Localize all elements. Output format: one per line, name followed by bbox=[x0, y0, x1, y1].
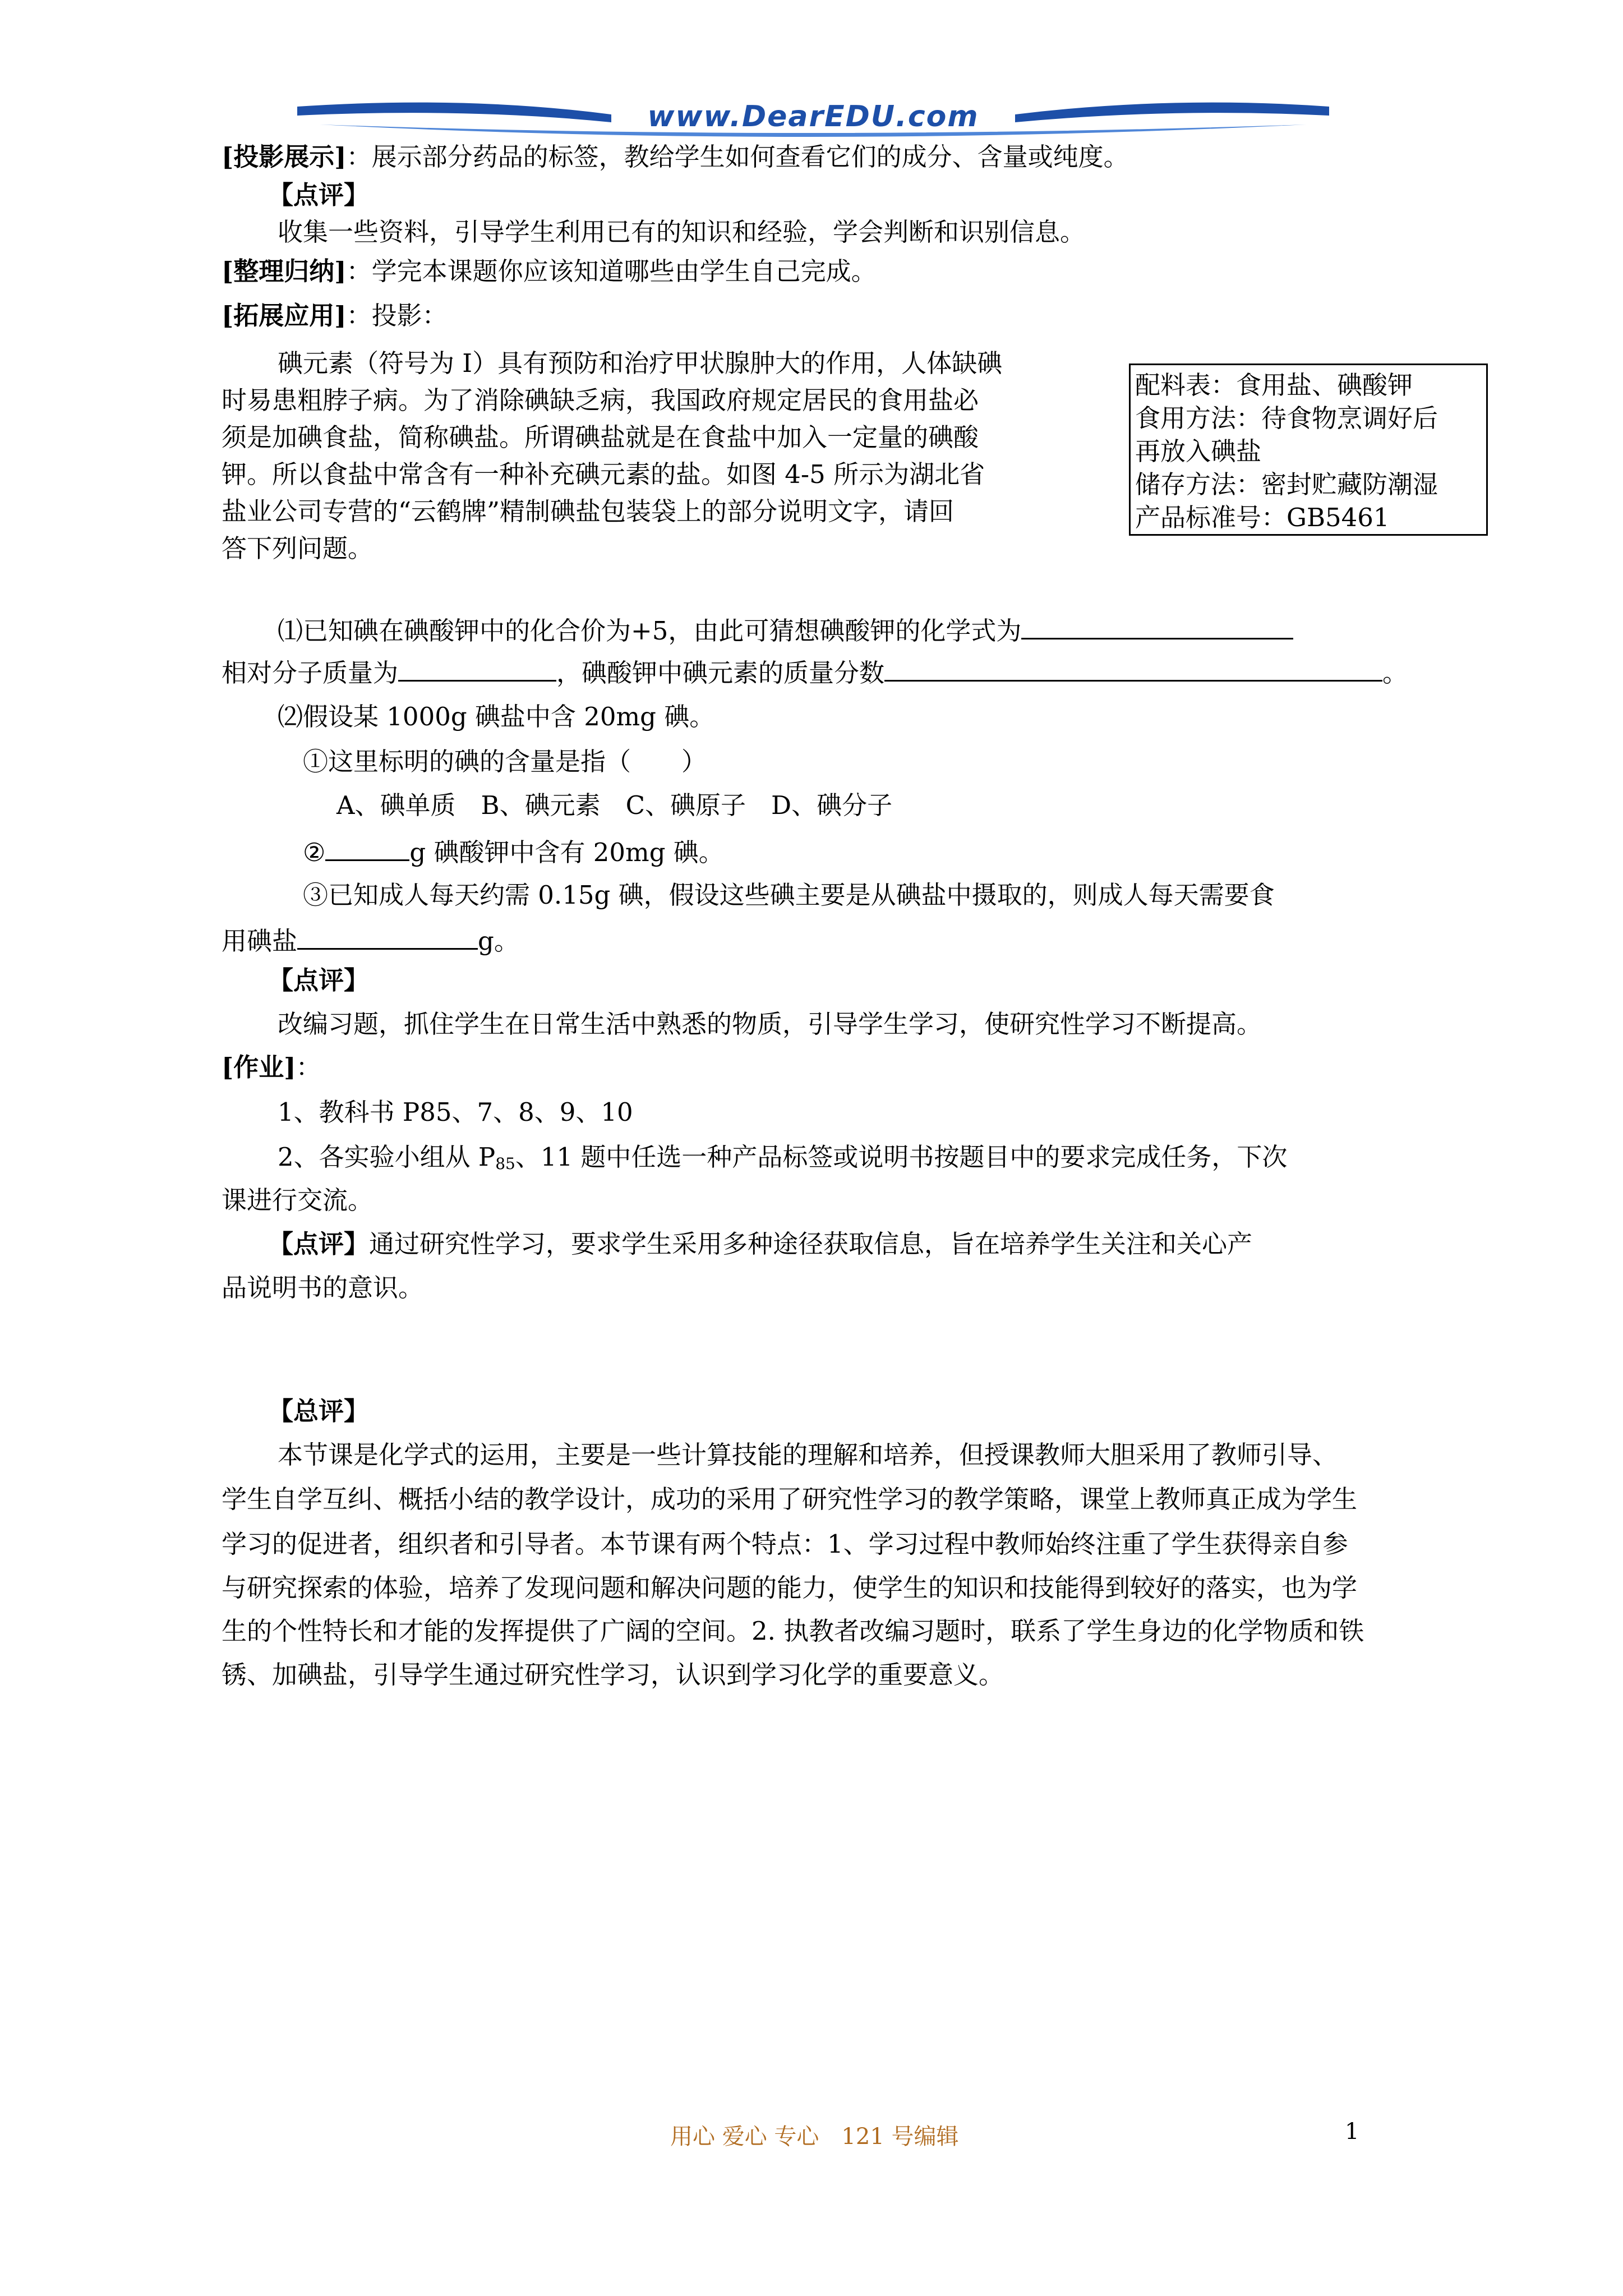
formula-blank[interactable] bbox=[1021, 613, 1293, 639]
comment-heading-1: 【点评】 bbox=[268, 180, 370, 210]
comment-heading-3: 【点评】 bbox=[268, 1229, 370, 1259]
footer-text: 用心 爱心 专心 121 号编辑 bbox=[670, 2124, 959, 2150]
overall-comment-heading: 【总评】 bbox=[268, 1396, 370, 1426]
overall-line-5: 生的个性特长和才能的发挥提供了广阔的空间。2. 执教者改编习题时，联系了学生身边的化学物质和铁 bbox=[222, 1616, 1364, 1646]
molar-mass-blank[interactable] bbox=[398, 655, 556, 682]
overall-line-1: 本节课是化学式的运用，主要是一些计算技能的理解和培养，但授课教师大胆采用了教师引导、 bbox=[278, 1440, 1338, 1470]
overall-line-2: 学生自学互纠、概括小结的教学设计，成功的采用了研究性学习的教学策略，课堂上教师真正成为学生 bbox=[222, 1484, 1358, 1514]
homework-label: [作业] bbox=[222, 1052, 296, 1082]
question-2-options: A、碘单质 B、碘元素 C、碘原子 D、碘分子 bbox=[336, 790, 893, 820]
projection-line bbox=[222, 141, 1129, 173]
salt-amount-blank[interactable] bbox=[297, 923, 478, 950]
extension-text: ：投影： bbox=[346, 301, 448, 330]
question-2-3a: ③已知成人每天约需 0.15g 碘，假设这些碘主要是从碘盐中摄取的，则成人每天需要食 bbox=[303, 880, 1275, 910]
passage-line-1: 碘元素（符号为 I）具有预防和治疗甲状腺肿大的作用，人体缺碘 bbox=[278, 348, 1003, 378]
header-banner bbox=[297, 95, 1329, 146]
standard-row: 产品标准号：GB5461 bbox=[1135, 503, 1390, 532]
summary-line bbox=[222, 256, 877, 287]
comment-line-3 bbox=[268, 1228, 1252, 1260]
overall-line-4: 与研究探索的体验，培养了发现问题和解决问题的能力，使学生的知识和技能得到较好的落实，也为学 bbox=[222, 1573, 1358, 1603]
usage-row: 食用方法：待食物烹调好后 bbox=[1135, 403, 1438, 433]
summary-label: [整理归纳] bbox=[222, 256, 347, 286]
passage-line-3: 须是加碘食盐，简称碘盐。所谓碘盐就是在食盐中加入一定量的碘酸 bbox=[222, 422, 979, 452]
question-2-3b-text-1: 用碘盐 bbox=[222, 926, 298, 956]
question-2-3b-text-2: g。 bbox=[478, 926, 519, 956]
passage-line-5: 盐业公司专营的“云鹤牌”精制碘盐包装袋上的部分说明文字，请回 bbox=[222, 496, 955, 526]
projection-label: [投影展示] bbox=[222, 142, 347, 172]
question-1b-text-2: ，碘酸钾中碘元素的质量分数 bbox=[556, 658, 885, 688]
homework-line bbox=[222, 1052, 321, 1083]
question-2-1: ①这里标明的碘的含量是指（ ） bbox=[303, 747, 707, 776]
usage-row-cont: 再放入碘盐 bbox=[1135, 436, 1262, 466]
homework-item-2-a: 2、各实验小组从 P bbox=[278, 1142, 496, 1172]
overall-line-3: 学习的促进者，组织者和引导者。本节课有两个特点：1、学习过程中教师始终注重了学生获得亲自参 bbox=[222, 1529, 1348, 1559]
homework-item-2-cont: 课进行交流。 bbox=[222, 1185, 374, 1215]
mass-fraction-blank[interactable] bbox=[884, 655, 1382, 682]
homework-item-2-b: 、11 题中任选一种产品标签或说明书按题目中的要求完成任务，下次 bbox=[515, 1142, 1288, 1172]
question-2-2-marker: ② bbox=[303, 838, 326, 867]
ingredients-row: 配料表：食用盐、碘酸钾 bbox=[1135, 370, 1413, 400]
salt-label-box bbox=[1129, 364, 1488, 536]
extension-line bbox=[222, 300, 448, 332]
passage-line-6: 答下列问题。 bbox=[222, 533, 374, 563]
question-1b-text-1: 相对分子质量为 bbox=[222, 658, 399, 688]
question-2-2 bbox=[303, 835, 724, 866]
passage-line-4: 钾。所以食盐中常含有一种补充碘元素的盐。如图 4-5 所示为湖北省 bbox=[222, 459, 985, 489]
comment-text-3-cont: 品说明书的意识。 bbox=[222, 1273, 424, 1303]
passage-line-2: 时易患粗脖子病。为了消除碘缺乏病，我国政府规定居民的食用盐必 bbox=[222, 385, 979, 415]
comment-text-1: 收集一些资料，引导学生利用已有的知识和经验，学会判断和识别信息。 bbox=[278, 217, 1086, 247]
question-1a bbox=[278, 613, 1293, 645]
homework-colon: ： bbox=[296, 1052, 321, 1082]
page-number: 1 bbox=[1345, 2119, 1359, 2145]
comment-heading-2: 【点评】 bbox=[268, 965, 370, 995]
homework-item-1: 1、教科书 P85、7、8、9、10 bbox=[278, 1097, 633, 1127]
overall-line-6: 锈、加碘盐，引导学生通过研究性学习，认识到学习化学的重要意义。 bbox=[222, 1660, 1004, 1690]
storage-row: 储存方法：密封贮藏防潮湿 bbox=[1135, 470, 1438, 499]
homework-item-2 bbox=[278, 1142, 1287, 1173]
projection-text: ：展示部分药品的标签，教给学生如何查看它们的成分、含量或纯度。 bbox=[346, 142, 1129, 172]
summary-text: ：学完本课题你应该知道哪些由学生自己完成。 bbox=[346, 256, 877, 286]
question-1a-text: ⑴已知碘在碘酸钾中的化合价为+5，由此可猜想碘酸钾的化学式为 bbox=[278, 616, 1022, 646]
question-2-2-text: g 碘酸钾中含有 20mg 碘。 bbox=[409, 838, 724, 867]
comment-text-2: 改编习题，抓住学生在日常生活中熟悉的物质，引导学生学习，使研究性学习不断提高。 bbox=[278, 1009, 1262, 1039]
question-1b bbox=[222, 655, 1408, 687]
question-1b-text-3: 。 bbox=[1382, 658, 1408, 688]
question-2-3b bbox=[222, 923, 519, 955]
site-url: www.DearEDU.com bbox=[647, 100, 979, 134]
question-2: ⑵假设某 1000g 碘盐中含 20mg 碘。 bbox=[278, 702, 715, 731]
page-subscript: 85 bbox=[495, 1154, 515, 1173]
comment-text-3: 通过研究性学习，要求学生采用多种途径获取信息，旨在培养学生关注和关心产 bbox=[369, 1229, 1253, 1259]
potassium-iodate-blank[interactable] bbox=[325, 835, 409, 861]
extension-label: [拓展应用] bbox=[222, 301, 347, 330]
